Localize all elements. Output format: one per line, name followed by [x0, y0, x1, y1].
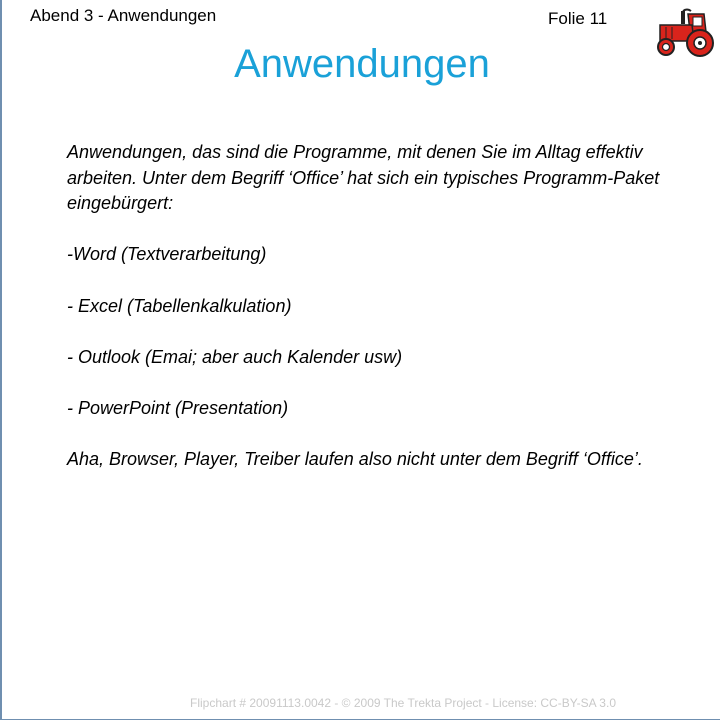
list-item-powerpoint: - PowerPoint (Presentation)	[67, 397, 289, 418]
list-item-word: -Word (Textverarbeitung)	[67, 244, 267, 265]
list-item-outlook: - Outlook (Emai; aber auch Kalender usw)	[67, 346, 403, 367]
conclusion-paragraph: Aha, Browser, Player, Treiber laufen also nicht unter dem Begriff ‘Office’.	[67, 449, 643, 470]
page-title: Anwendungen	[234, 42, 490, 86]
intro-paragraph: Anwendungen, das sind die Programme, mit denen Sie im Alltag effektiv arbeiten. Unter dem Begriff ‘Office’ hat sich ein typisches Programm-Paket eingebürgert:	[67, 142, 660, 214]
footer-license: Flipchart # 20091113.0042 - © 2009 The Trekta Project - License: CC-BY-SA 3.0	[190, 696, 616, 710]
section-label: Abend 3 - Anwendungen	[30, 6, 217, 25]
list-item-excel: - Excel (Tabellenkalkulation)	[67, 295, 292, 316]
body-text	[67, 140, 667, 473]
slide-number: Folie 11	[548, 9, 608, 28]
